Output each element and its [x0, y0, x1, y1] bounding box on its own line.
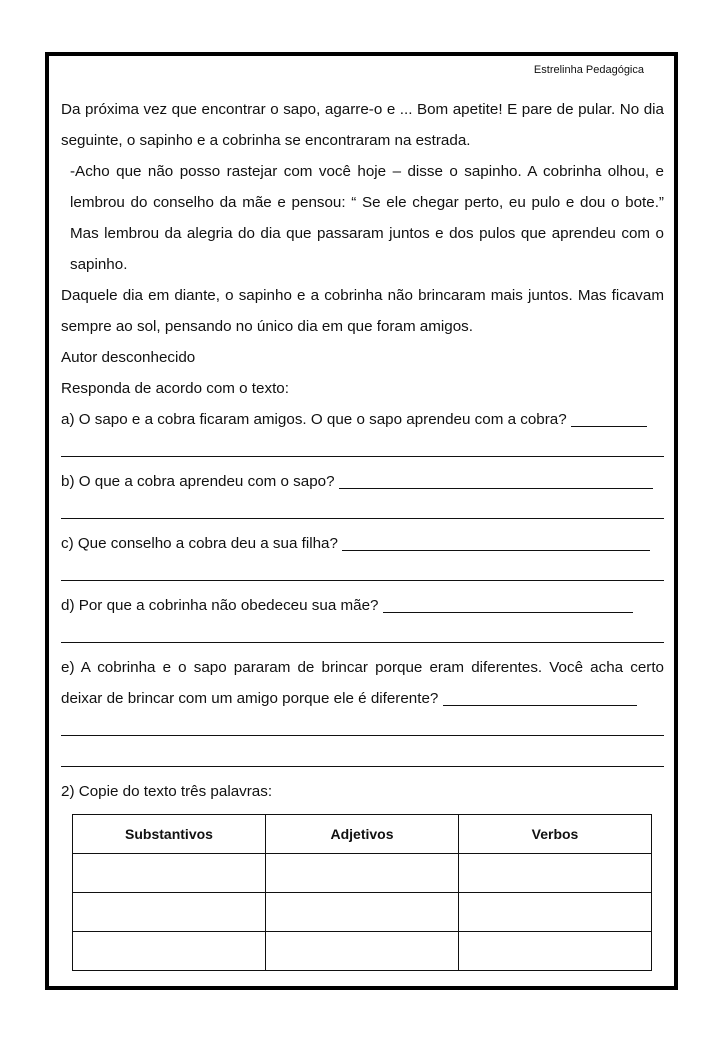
column-header-substantivos: Substantivos: [73, 815, 266, 854]
word-classification-table: [72, 814, 652, 971]
answer-blank[interactable]: [443, 690, 637, 706]
table-cell[interactable]: [459, 932, 652, 971]
answer-line[interactable]: [61, 497, 664, 528]
story-paragraph: Daquele dia em diante, o sapinho e a cobrinha não brincaram mais juntos. Mas ficavam sempre ao sol, pensando no único dia em que foram amigos.: [61, 287, 664, 335]
story-author: Autor desconhecido: [61, 349, 196, 366]
question-label: b) O que a cobra aprendeu com o sapo?: [61, 473, 335, 490]
brand-label: Estrelinha Pedagógica: [533, 64, 644, 76]
table-row: [73, 893, 652, 932]
table-row: [73, 932, 652, 971]
table-cell[interactable]: [73, 893, 266, 932]
question-c: [61, 528, 664, 559]
answer-line[interactable]: [61, 435, 664, 466]
question-label: d) Por que a cobrinha não obedeceu sua mãe?: [61, 597, 379, 614]
table-cell[interactable]: [266, 854, 459, 893]
question-label: a) O sapo e a cobra ficaram amigos. O que o sapo aprendeu com a cobra?: [61, 411, 567, 428]
table-cell[interactable]: [73, 854, 266, 893]
answer-blank[interactable]: [342, 535, 650, 551]
answer-blank[interactable]: [339, 473, 653, 489]
table-cell[interactable]: [266, 893, 459, 932]
table-cell[interactable]: [459, 854, 652, 893]
question-label: c) Que conselho a cobra deu a sua filha?: [61, 535, 338, 552]
question-e: [61, 652, 664, 714]
worksheet-content: [61, 94, 664, 807]
table-header-row: [73, 815, 652, 854]
answer-blank[interactable]: [383, 597, 633, 613]
answer-line[interactable]: [61, 745, 664, 776]
question-d: [61, 590, 664, 621]
question-a: [61, 404, 664, 435]
column-header-verbos: Verbos: [459, 815, 652, 854]
column-header-adjetivos: Adjetivos: [266, 815, 459, 854]
table-cell[interactable]: [73, 932, 266, 971]
answer-blank[interactable]: [571, 411, 647, 427]
story-paragraph: -Acho que não posso rastejar com você hoje – disse o sapinho. A cobrinha olhou, e lembrou do conselho da mãe e pensou: “ Se ele chegar perto, eu pulo e dou o bote.” Mas lembrou da alegria do dia que passaram juntos e dos pulos que aprendeu com o sapinho.: [70, 163, 664, 273]
question-label: e) A cobrinha e o sapo pararam de brincar porque eram diferentes. Você acha certo deixar de brincar com um amigo porque ele é diferente?: [61, 659, 664, 707]
answer-line[interactable]: [61, 559, 664, 590]
answer-line[interactable]: [61, 714, 664, 745]
story-paragraph: Da próxima vez que encontrar o sapo, agarre-o e ... Bom apetite! E pare de pular. No dia seguinte, o sapinho e a cobrinha se encontraram na estrada.: [61, 101, 664, 149]
exercise2-instruction: 2) Copie do texto três palavras:: [61, 783, 273, 800]
table-row: [73, 854, 652, 893]
answer-line[interactable]: [61, 621, 664, 652]
exercise-instruction: Responda de acordo com o texto:: [61, 380, 289, 397]
worksheet-page: [45, 52, 678, 990]
table-cell[interactable]: [266, 932, 459, 971]
table-cell[interactable]: [459, 893, 652, 932]
question-b: [61, 466, 664, 497]
